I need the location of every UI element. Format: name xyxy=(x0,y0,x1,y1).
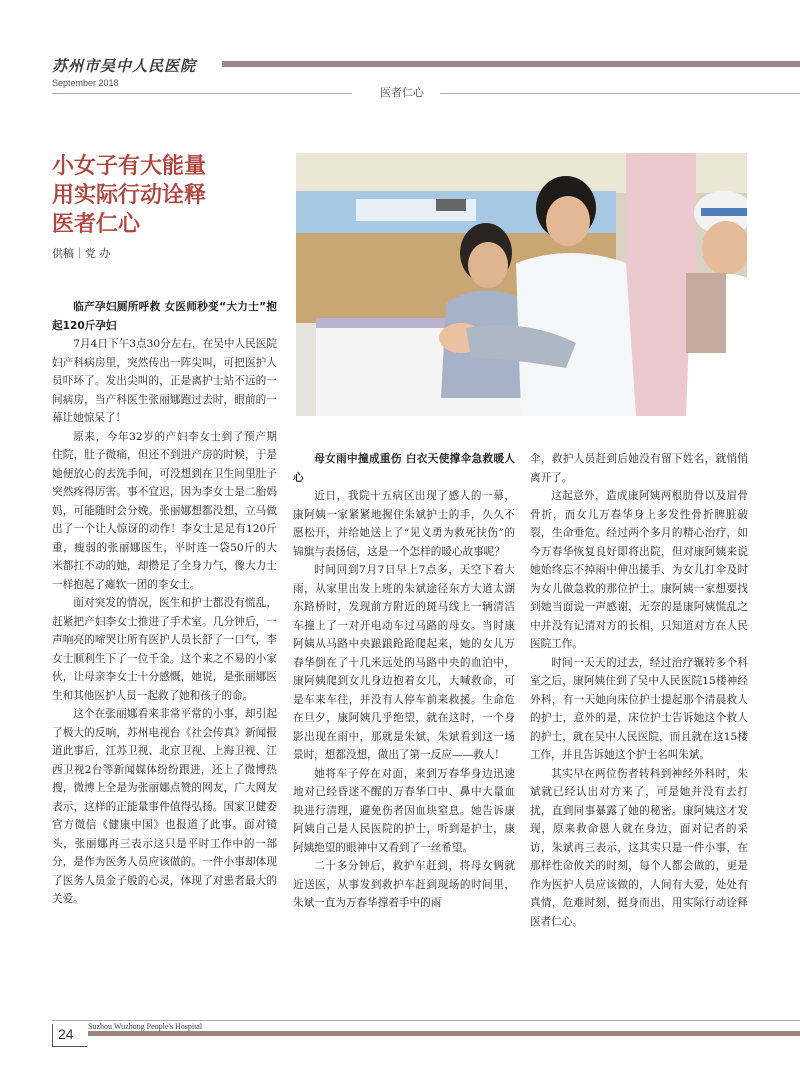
paragraph: 原来，今年32岁的产妇李女士到了预产期住院，肚子微痛，但还不到进产房的时候，于是她便放心的去洗手间，可没想到在卫生间里肚子突然疼得厉害。事不宜迟，因为李女士是二胎妈妈，可能随时会分娩。张丽娜想都没想，立马做出了一个让人惊讶的动作！李女士足足有120斤重，瘦弱的张丽娜医生，平时连一袋50斤的大米都扛不动的她，却攒足了全身力气，像大力士一样抱起了瘫软一团的李女士。 xyxy=(52,430,277,591)
paragraph: 她将车子停在对面，来到万春华身边迅速地对已经昏迷不醒的万春华口中、鼻中大量血块进行清理，避免伤者因血块窒息。她告诉康阿姨自己是人民医院的护士，听到是护士，康阿姨绝望的眼神中又看到了一丝希望。 xyxy=(293,767,515,854)
article-column-3 xyxy=(530,450,748,931)
page-number: 24 xyxy=(58,1026,74,1042)
hospital-name-en: Suzhou Wuzhong People's Hospital xyxy=(88,1022,203,1031)
title-line-3: 医者仁心 xyxy=(52,212,141,237)
article-column-1 xyxy=(52,298,277,909)
section-rule-left xyxy=(52,93,352,94)
paragraph: 这起意外，造成康阿姨两根肋骨以及眉骨骨折，而女儿万春华身上多发性骨折脾脏破裂，生命垂危。经过两个多月的精心治疗，如今万春华恢复良好即将出院，但对康阿姨来说她始终忘不掉雨中伸出援手、为女儿打伞及时为女儿做急救的那位护士。康阿姨一家想要找到她当面说一声感谢，无奈的是康阿姨慌乱之中并没有记清对方的长相，只知道对方在人民医院工作。 xyxy=(530,490,748,650)
subheading-1: 临产孕妇厕所呼救 女医师秒变“大力士”抱起120斤孕妇 xyxy=(52,301,277,332)
footer-rule xyxy=(52,1020,800,1021)
title-line-1: 小女子有大能量 xyxy=(52,154,207,179)
article-column-2 xyxy=(293,450,515,913)
paragraph: 面对突发的情况，医生和护士都没有慌乱，赶紧把产妇李女士推进了手术室。几分钟后，一声响亮的啼哭让所有医护人员长舒了一口气，李女士顺利生下了一位千金。这个来之不易的小家伙，让母亲李女士十分感慨，她说，是张丽娜医生和其他医护人员一起救了她和孩子的命。 xyxy=(52,597,277,702)
byline: 供稿｜党 办 xyxy=(52,247,111,260)
article-title xyxy=(52,152,277,239)
subheading-2: 母女雨中撞成重伤 白衣天使撑伞急救暖人心 xyxy=(293,453,515,484)
paragraph: 近日，我院十五病区出现了感人的一幕，康阿姨一家紧紧地握住朱斌护士的手，久久不愿松开，并给她送上了“见义勇为救死扶伤”的锦旗与表扬信，这是一个怎样的暖心故事呢？ xyxy=(293,490,515,558)
paragraph: 二十多分钟后，救护车赶到，将母女俩就近送医，从事发到救护车赶到现场的时间里，朱斌一直为万春华撑着手中的雨 xyxy=(293,860,515,909)
paragraph: 7月4日下午3点30分左右，在吴中人民医院妇产科病房里，突然传出一阵尖叫，可把医护人员吓坏了。发出尖叫的，正是离护士站不远的一间病房，当产科医生张丽娜跑过去时，眼前的一幕让她惊呆了！ xyxy=(52,338,277,424)
paragraph: 时间回到7月7日早上7点多，天空下着大雨，从家里出发上班的朱斌途径东方大道太湖东路桥时，发现前方附近的斑马线上一辆清洁车撞上了一对开电动车过马路的母女。当时康阿姨从马路中央踉踉跄跄爬起来，她的女儿万春华倒在了十几米远处的马路中央的血泊中，康阿姨爬到女儿身边抱着女儿，大喊救命，可是车来车往，并没有人停车前来救援。生命危在旦夕，康阿姨几乎绝望，就在这时，一个身影出现在雨中，那就是朱斌，朱斌看到这一场景时，想都没想，做出了第一反应——救人！ xyxy=(293,564,515,761)
paragraph: 其实早在两位伤者转科到神经外科时，朱斌就已经认出对方来了，可是她并没有去打扰，直到同事暴露了她的秘密。康阿姨这才发现，原来救命恩人就在身边，面对记者的采访，朱斌再三表示，这其实只是一件小事，在那样性命攸关的时刻，每个人都会做的，更是作为医护人员应该做的，人间有大爱，处处有真情，危难时刻，挺身而出，用实际行动诠释医者仁心。 xyxy=(530,767,748,928)
paragraph: 时间一天天的过去，经过治疗辗转多个科室之后，康阿姨住到了吴中人民医院15楼神经外科，有一天她向床位护士提起那个清晨救人的护士，意外的是，床位护士告诉她这个救人的护士，就在吴中人民医院，而且就在这15楼工作，并且告诉她这个护士名叫朱斌。 xyxy=(530,656,748,761)
paragraph: 伞，救护人员赶到后她没有留下姓名，就悄悄离开了。 xyxy=(530,453,748,484)
title-line-2: 用实际行动诠释 xyxy=(52,183,207,208)
footer-bar xyxy=(88,1031,800,1036)
article-photo xyxy=(296,153,747,416)
paragraph: 这个在张丽娜看来非常平常的小事，却引起了极大的反响，苏州电视台《社会传真》新闻报道此事后，江苏卫视、北京卫视、上海卫视、江西卫视2台等新闻媒体纷纷跟进，还上了微博热搜，微博上全是为张丽娜点赞的网友，广大网友表示，这样的正能量事件值得弘扬。国家卫健委官方微信《健康中国》也报道了此事。面对镜头，张丽娜再三表示这只是平时工作中的一部分，是作为医务人员应该做的。一件小事却体现了医务人员金子般的心灵，体现了对患者最大的关爱。 xyxy=(52,708,277,905)
issue-date: September 2018 xyxy=(52,78,119,88)
header-rule xyxy=(222,61,800,67)
section-name: 医者仁心 xyxy=(380,87,424,99)
section-rule-right xyxy=(440,93,800,94)
nurse-mother-baby-photo xyxy=(296,153,747,416)
masthead: 苏州市吴中人民医院 xyxy=(52,57,197,75)
